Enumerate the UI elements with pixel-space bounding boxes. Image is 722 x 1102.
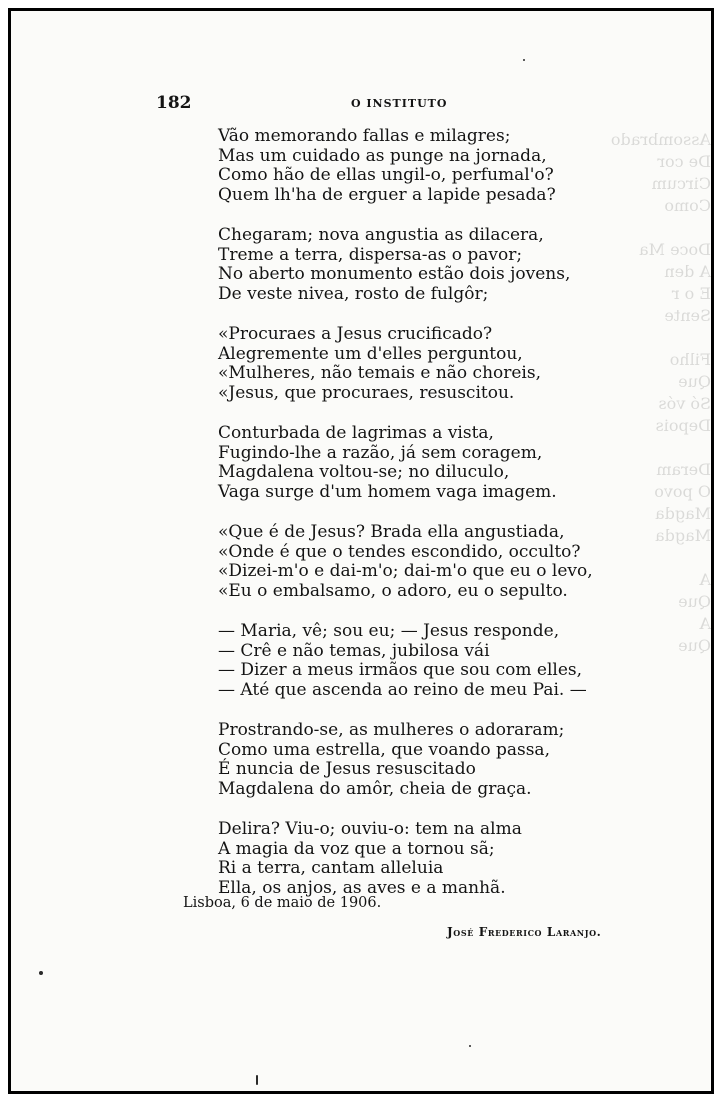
poem-line: Como uma estrella, que voando passa, <box>218 739 550 760</box>
poem-line: Ella, os anjos, as aves e a manhã. <box>218 877 506 898</box>
show-through-ghost-text: Assombrado De cor Circum Como Doce Ma A den E o r Sente Filho Que Só vós Depois Deram O povo Magda Magda A Que A Que <box>610 130 711 655</box>
document-page <box>11 11 711 1091</box>
paper-speck <box>256 1075 258 1085</box>
poem-line: Prostrando-se, as mulheres o adoraram; <box>218 720 565 740</box>
stanza-4 <box>218 424 658 502</box>
stanza-8 <box>218 820 658 898</box>
author-signature: José Frederico Laranjo. <box>447 925 602 939</box>
poem-line: «Procuraes a Jesus crucificado? <box>218 324 493 344</box>
poem-line: No aberto monumento estão dois jovens, <box>218 264 571 284</box>
stanza-6 <box>218 622 658 700</box>
poem-line: Conturbada de lagrimas a vista, <box>218 423 494 443</box>
poem-line: «Mulheres, não temais e não choreis, <box>218 363 541 383</box>
poem-line: Alegremente um d'elles perguntou, <box>218 343 523 364</box>
stanza-5 <box>218 523 658 601</box>
paper-speck <box>39 971 43 975</box>
poem-line: — Até que ascenda ao reino de meu Pai. — <box>218 679 587 700</box>
poem-line: — Crê e não temas, jubilosa vái <box>218 640 490 661</box>
paper-speck <box>523 59 525 61</box>
poem-line: A magia da voz que a tornou sã; <box>218 838 495 859</box>
poem-line: «Que é de Jesus? Brada ella angustiada, <box>218 522 565 542</box>
stanza-7 <box>218 721 658 799</box>
poem-line: Mas um cuidado as punge na jornada, <box>218 145 547 166</box>
poem-line: — Maria, vê; sou eu; — Jesus responde, <box>218 621 560 641</box>
poem-line: Quem lh'ha de erguer a lapide pesada? <box>218 184 556 205</box>
poem-line: Delira? Viu-o; ouviu-o: tem na alma <box>218 819 522 839</box>
poem-line: Treme a terra, dispersa-as o pavor; <box>218 244 523 265</box>
page-frame <box>8 8 714 1094</box>
paper-speck <box>469 1045 471 1047</box>
poem-line: — Dizer a meus irmãos que sou com elles, <box>218 660 583 680</box>
running-head: O INSTITUTO <box>351 97 448 110</box>
poem-line: «Onde é que o tendes escondido, occulto? <box>218 541 581 562</box>
poem-line: Como hão de ellas ungil-o, perfumal'o? <box>218 165 554 185</box>
poem-line: De veste nivea, rosto de fulgôr; <box>218 283 489 304</box>
stanza-1 <box>218 127 658 205</box>
poem-line: «Jesus, que procuraes, resuscitou. <box>218 382 515 403</box>
poem <box>218 127 658 919</box>
poem-line: Chegaram; nova angustia as dilacera, <box>218 225 544 245</box>
poem-line: Fugindo-lhe a razão, já sem coragem, <box>218 442 543 463</box>
page-number: 182 <box>156 93 192 113</box>
poem-line: Magdalena voltou-se; no diluculo, <box>218 462 510 482</box>
poem-line: É nuncia de Jesus resuscitado <box>218 759 476 779</box>
dateline: Lisboa, 6 de maio de 1906. <box>183 895 382 911</box>
poem-line: Vaga surge d'um homem vaga imagem. <box>218 481 557 502</box>
poem-line: Magdalena do amôr, cheia de graça. <box>218 778 532 799</box>
poem-line: «Dizei-m'o e dai-m'o; dai-m'o que eu o levo, <box>218 561 593 581</box>
poem-line: «Eu o embalsamo, o adoro, eu o sepulto. <box>218 580 568 601</box>
poem-line: Ri a terra, cantam alleluia <box>218 858 444 878</box>
stanza-2 <box>218 226 658 304</box>
poem-line: Vão memorando fallas e milagres; <box>218 126 511 146</box>
stanza-3 <box>218 325 658 403</box>
